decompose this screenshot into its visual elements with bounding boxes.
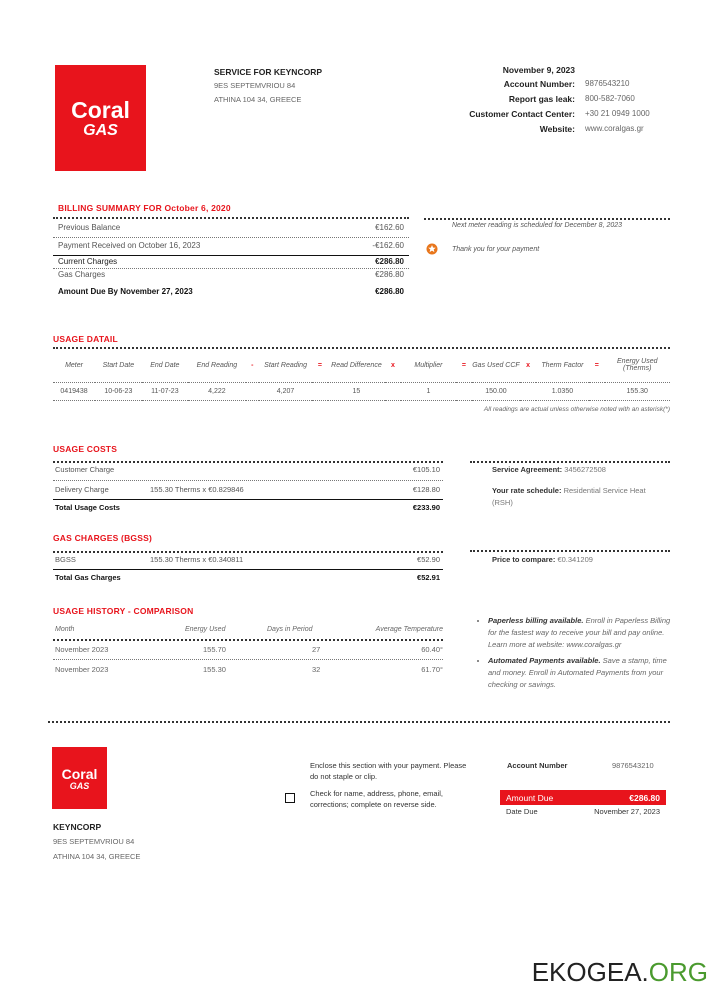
divider bbox=[424, 218, 670, 220]
service-for: SERVICE FOR KEYNCORP bbox=[214, 67, 323, 77]
next-reading-note: Next meter reading is scheduled for December 8, 2023 bbox=[452, 222, 623, 229]
date-due-value: November 27, 2023 bbox=[594, 807, 660, 816]
website-link[interactable]: www.coralgas.gr bbox=[585, 124, 644, 133]
divider bbox=[53, 268, 409, 269]
divider bbox=[53, 255, 409, 256]
usage-costs-title: USAGE COSTS bbox=[53, 444, 118, 454]
remit-account-label: Account Number bbox=[507, 761, 568, 770]
paperless-billing-note: • Paperless billing available. Enroll in Paperless Billing for the fastest way to receive your bill and pay online. Learn more at website: www.coralgas.gr bbox=[488, 615, 678, 651]
summary-row-gas-charges: Gas Charges €286.80 bbox=[58, 270, 404, 279]
contact-center-label: Customer Contact Center: bbox=[469, 109, 575, 119]
date-due-row bbox=[506, 807, 660, 816]
cost-row-customer-charge: Customer Charge €105.10 bbox=[55, 465, 440, 474]
summary-row-previous-balance: Previous Balance €162.60 bbox=[58, 223, 404, 232]
header-info bbox=[410, 65, 670, 139]
logo-text-coral: Coral bbox=[61, 766, 98, 782]
remit-name: KEYNCORP bbox=[53, 822, 102, 832]
rate-schedule: Your rate schedule: Residential Service Heat (RSH) bbox=[492, 486, 646, 507]
address-change-checkbox[interactable] bbox=[285, 793, 295, 803]
divider bbox=[53, 461, 443, 463]
tear-line bbox=[48, 721, 670, 723]
readings-note: All readings are actual unless otherwise noted with an asterisk(*) bbox=[483, 406, 670, 413]
watermark: EKOGEA.ORG bbox=[531, 957, 708, 987]
gas-row-total: Total Gas Charges €52.91 bbox=[55, 573, 440, 582]
date-due-label: Date Due bbox=[506, 807, 538, 816]
summary-row-amount-due: Amount Due By November 27, 2023 €286.80 bbox=[58, 287, 404, 296]
gas-row-bgss: BGSS 155.30 Therms x €0.340811 €52.90 bbox=[55, 555, 440, 564]
coral-gas-logo-small bbox=[52, 747, 107, 809]
divider bbox=[53, 480, 443, 481]
amount-due-bar bbox=[500, 790, 666, 805]
remit-account-value: 9876543210 bbox=[612, 761, 654, 770]
cost-row-total: Total Usage Costs €233.90 bbox=[55, 503, 440, 512]
contact-center-value: +30 21 0949 1000 bbox=[585, 109, 650, 118]
summary-row-payment-received: Payment Received on October 16, 2023 -€162.60 bbox=[58, 241, 404, 250]
check-note: Check for name, address, phone, email, corrections; complete on reverse side. bbox=[310, 789, 443, 809]
address-line2: ATHINA 104 34, GREECE bbox=[214, 95, 302, 104]
gas-leak-value: 800-582-7060 bbox=[585, 94, 635, 103]
star-icon bbox=[426, 243, 438, 255]
gas-charges-title: GAS CHARGES (BGSS) bbox=[53, 533, 152, 543]
gas-leak-label: Report gas leak: bbox=[508, 94, 575, 104]
website-label: Website: bbox=[539, 124, 575, 134]
enclose-note: Enclose this section with your payment. Please do not staple or clip. bbox=[310, 761, 467, 781]
divider bbox=[53, 551, 443, 553]
coral-gas-logo bbox=[55, 65, 146, 171]
promo-bullets bbox=[470, 615, 678, 695]
divider bbox=[470, 461, 670, 463]
thank-you-note: Thank you for your payment bbox=[452, 246, 540, 253]
usage-detail-title: USAGE DATAIL bbox=[53, 334, 118, 344]
account-number-label: Account Number: bbox=[503, 79, 575, 89]
history-header-row: Month Energy Used Days in Period Average Temperature bbox=[55, 626, 443, 633]
logo-text-gas: GAS bbox=[69, 781, 90, 791]
divider bbox=[53, 237, 409, 238]
usage-detail-data-row: 0419438 10-06-23 11-07-23 4,222 4,207 15 1 150.00 1.0350 155.30 bbox=[53, 382, 670, 400]
usage-history-title: USAGE HISTORY - COMPARISON bbox=[53, 606, 194, 616]
divider bbox=[53, 639, 443, 641]
logo-text-gas: GAS bbox=[83, 122, 118, 139]
bill-date: November 9, 2023 bbox=[502, 65, 575, 75]
divider bbox=[53, 569, 443, 570]
logo-text-coral: Coral bbox=[71, 97, 130, 123]
billing-summary-title: BILLING SUMMARY FOR October 6, 2020 bbox=[58, 203, 231, 213]
usage-detail-header-row: Meter Start Date End Date End Reading - Start Reading = Read Difference x Multiplier = Gas Used CCF x Therm Factor = Energy Used (Therms) bbox=[65, 358, 658, 373]
remit-address-line1: 9ES SEPTEMVRIOU 84 bbox=[53, 837, 135, 846]
summary-row-current-charges: Current Charges €286.80 bbox=[58, 257, 404, 266]
service-agreement: Service Agreement: 3456272508 bbox=[492, 465, 606, 474]
address-line1: 9ES SEPTEMVRIOU 84 bbox=[214, 81, 296, 90]
history-row: November 2023 155.30 32 61.70° bbox=[55, 665, 443, 674]
amount-due-value: €286.80 bbox=[629, 792, 660, 803]
remit-address-line2: ATHINA 104 34, GREECE bbox=[53, 852, 141, 861]
divider bbox=[53, 659, 443, 660]
usage-detail-table bbox=[53, 349, 670, 401]
divider bbox=[53, 217, 409, 219]
account-number-value: 9876543210 bbox=[585, 79, 630, 88]
automated-payments-note: • Automated Payments available. Save a stamp, time and money. Enroll in Automated Payments from your checking or savings. bbox=[488, 655, 678, 691]
amount-due-label: Amount Due bbox=[506, 792, 554, 803]
cost-row-delivery-charge: Delivery Charge 155.30 Therms x €0.829846 €128.80 bbox=[55, 485, 440, 494]
history-row: November 2023 155.70 27 60.40° bbox=[55, 645, 443, 654]
divider bbox=[53, 499, 443, 500]
divider bbox=[470, 550, 670, 552]
price-to-compare: Price to compare: €0.341209 bbox=[492, 555, 593, 564]
